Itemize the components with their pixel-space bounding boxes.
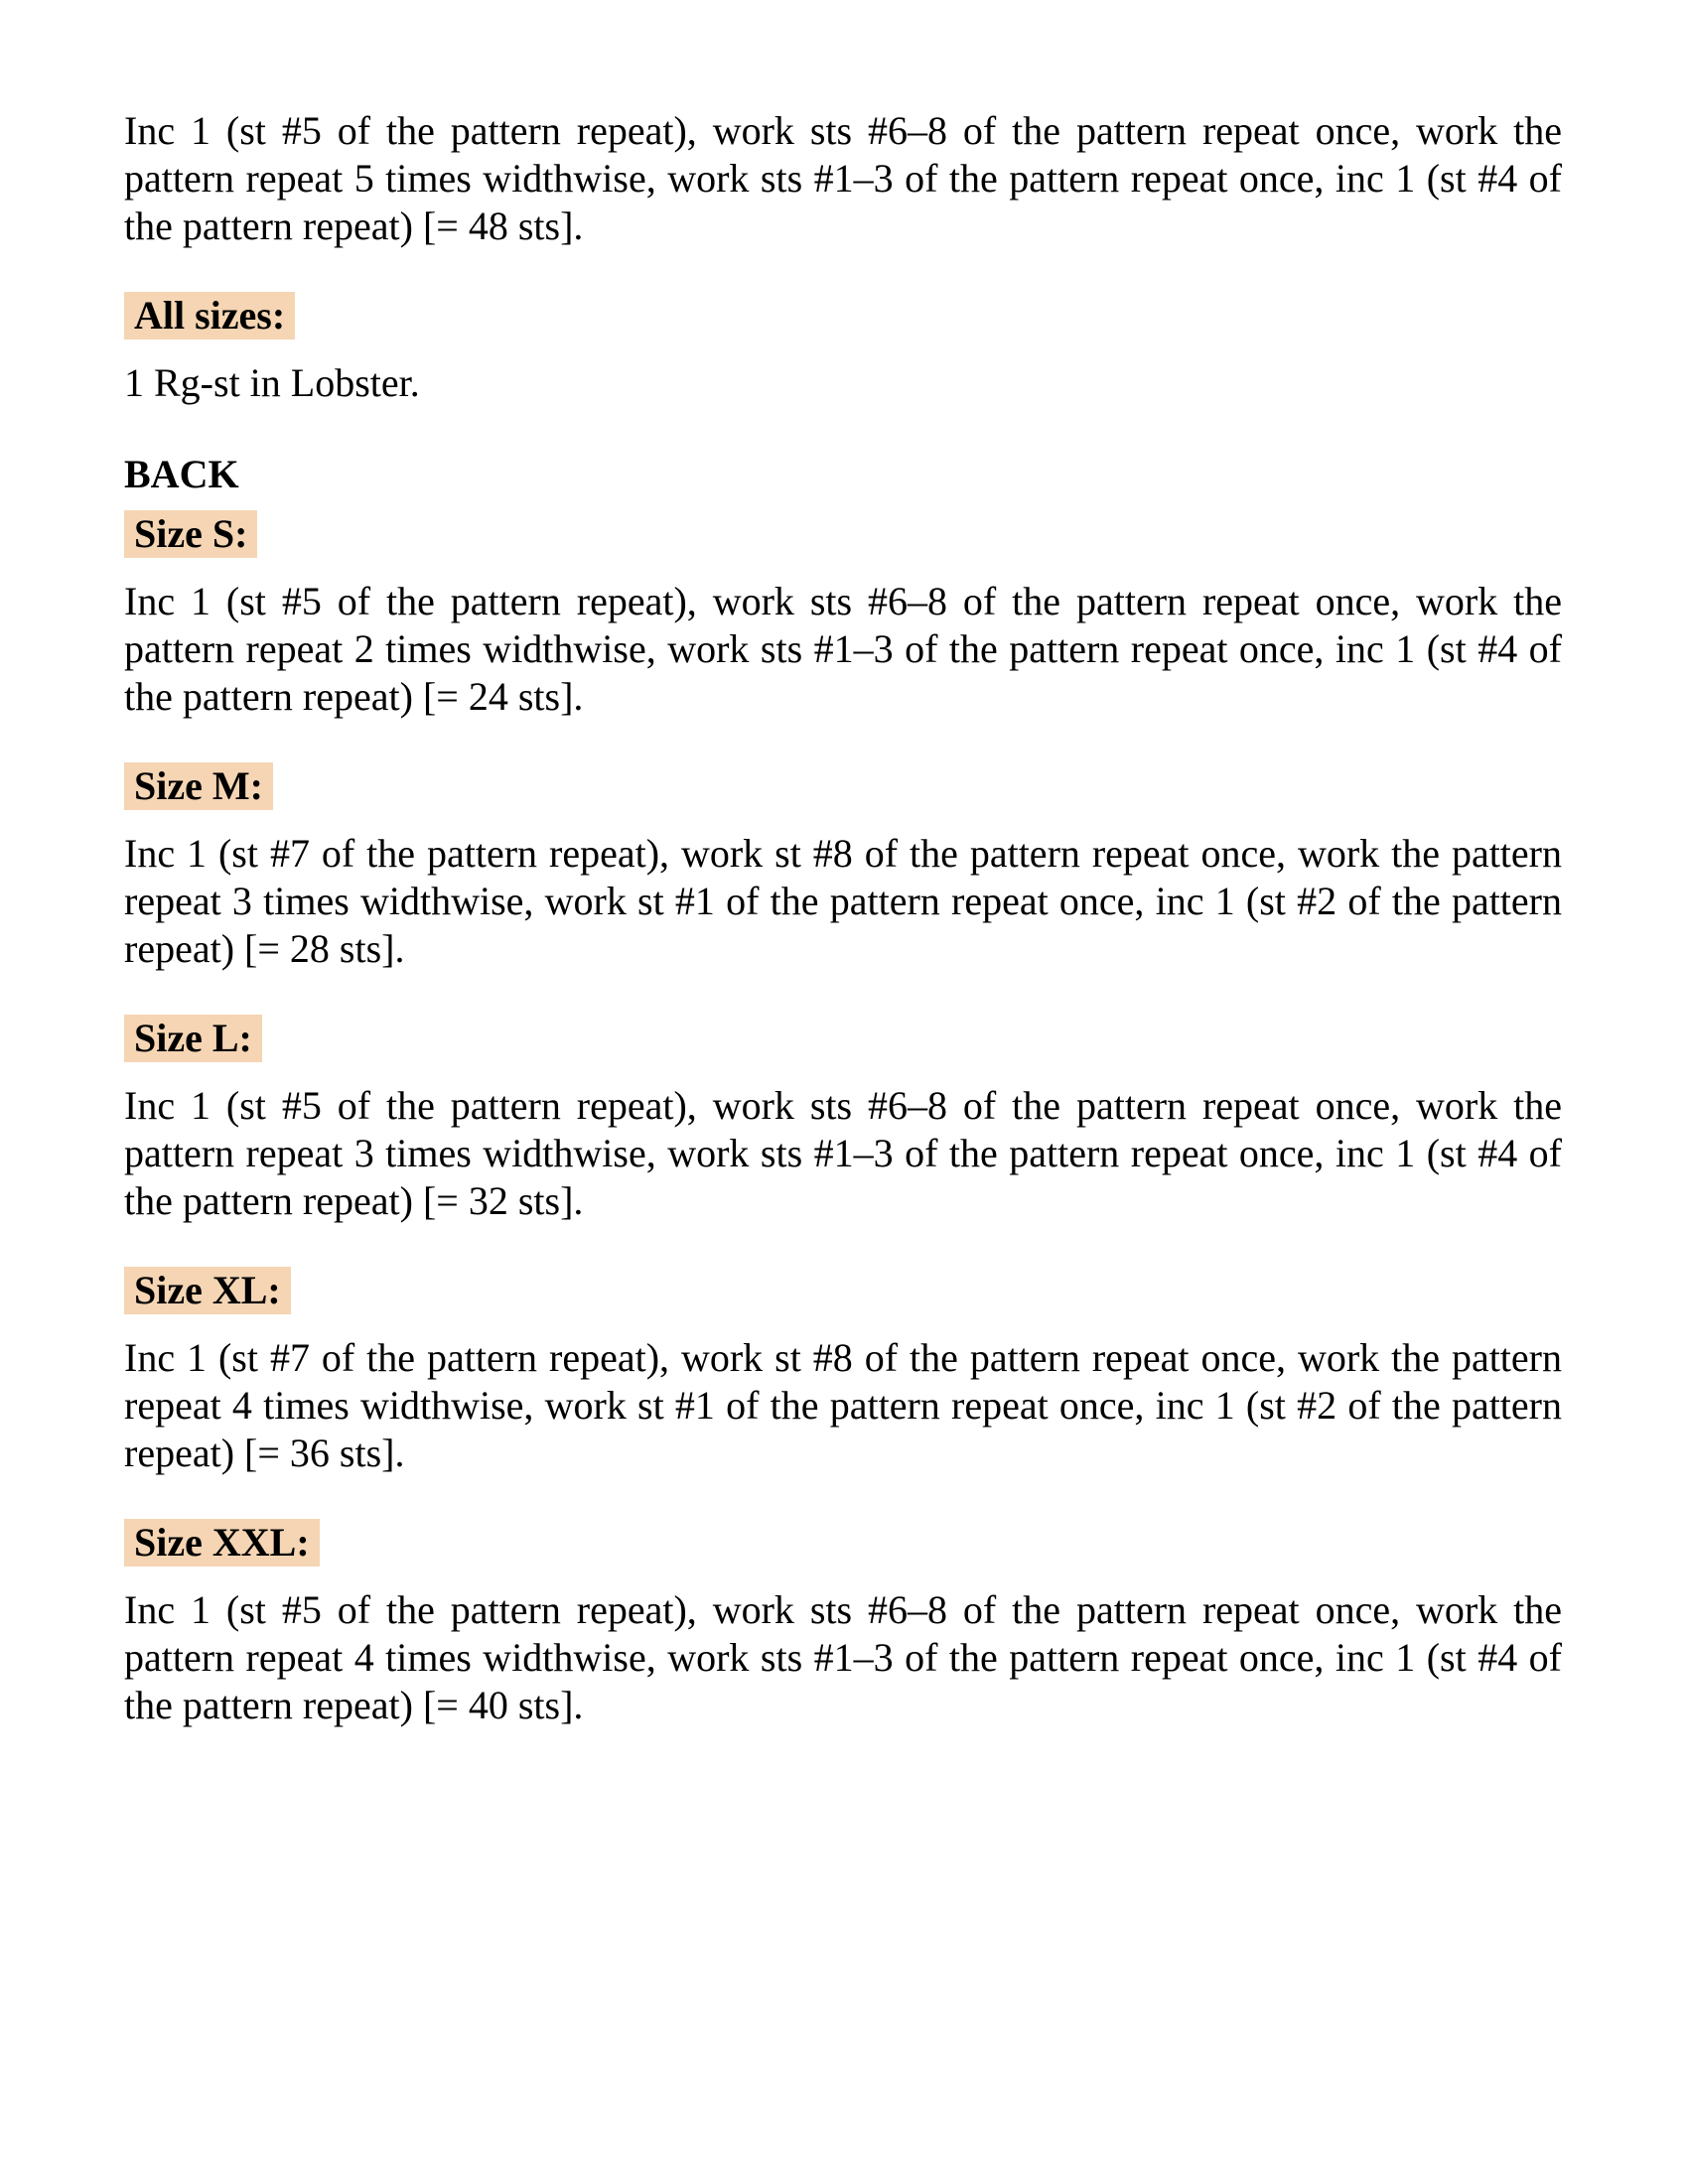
size-l-label: Size L: xyxy=(124,1015,262,1062)
all-sizes-text: 1 Rg-st in Lobster. xyxy=(124,360,420,405)
document-page xyxy=(124,107,1562,1729)
size-xxl-instructions: Inc 1 (st #5 of the pattern repeat), work sts #6–8 of the pattern repeat once, work the pattern repeat 4 times widthwise, work sts #1–3 of the pattern repeat once, inc 1 (st #4 of the pattern repeat) [= 40 sts]. xyxy=(124,1587,1562,1727)
size-s-label: Size S: xyxy=(124,510,257,558)
size-xl-instructions: Inc 1 (st #7 of the pattern repeat), work st #8 of the pattern repeat once, work the pattern repeat 4 times widthwise, work st #1 of the pattern repeat once, inc 1 (st #2 of the pattern repeat) [= 36 sts]. xyxy=(124,1335,1562,1475)
size-xxl-label: Size XXL: xyxy=(124,1519,320,1567)
size-s-instructions: Inc 1 (st #5 of the pattern repeat), work sts #6–8 of the pattern repeat once, work the pattern repeat 2 times widthwise, work sts #1–3 of the pattern repeat once, inc 1 (st #4 of the pattern repeat) [= 24 sts]. xyxy=(124,579,1562,719)
size-m-label: Size M: xyxy=(124,762,273,810)
back-heading: BACK xyxy=(124,452,239,496)
all-sizes-label: All sizes: xyxy=(124,292,295,340)
size-l-instructions: Inc 1 (st #5 of the pattern repeat), work sts #6–8 of the pattern repeat once, work the pattern repeat 3 times widthwise, work sts #1–3 of the pattern repeat once, inc 1 (st #4 of the pattern repeat) [= 32 sts]. xyxy=(124,1083,1562,1223)
intro-paragraph: Inc 1 (st #5 of the pattern repeat), work sts #6–8 of the pattern repeat once, work the pattern repeat 5 times widthwise, work sts #1–3 of the pattern repeat once, inc 1 (st #4 of the pattern repeat) [= 48 sts]. xyxy=(124,108,1562,248)
size-m-instructions: Inc 1 (st #7 of the pattern repeat), work st #8 of the pattern repeat once, work the pattern repeat 3 times widthwise, work st #1 of the pattern repeat once, inc 1 (st #2 of the pattern repeat) [= 28 sts]. xyxy=(124,831,1562,971)
size-xl-label: Size XL: xyxy=(124,1267,291,1314)
